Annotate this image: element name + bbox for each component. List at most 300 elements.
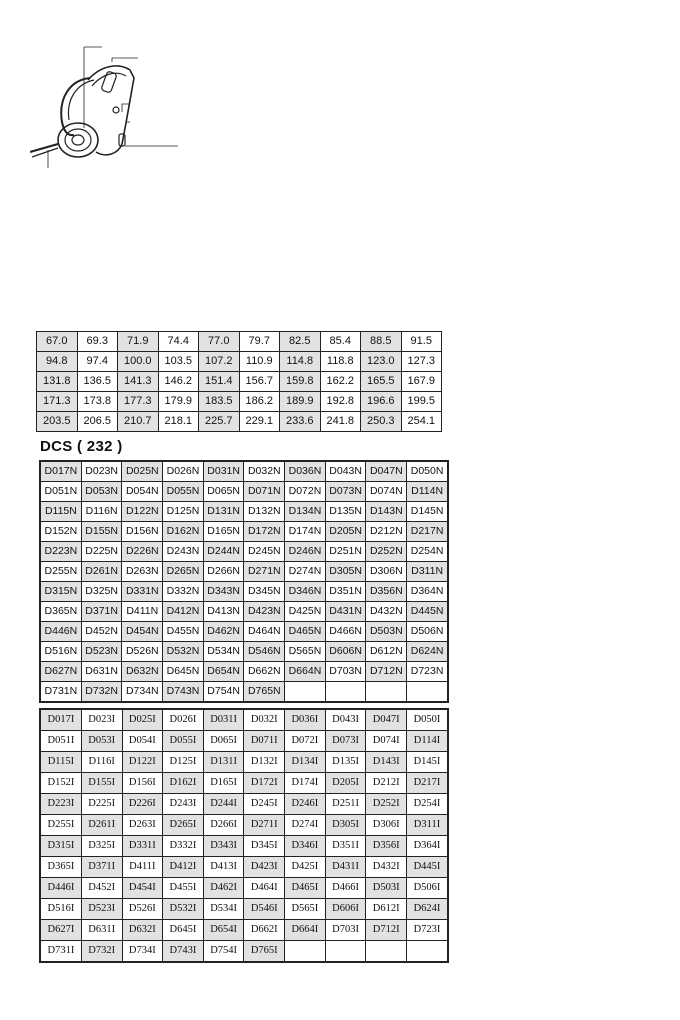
ctcss-cell: 162.2 (320, 372, 361, 392)
dcs-cell: D054I (122, 731, 163, 752)
headset-illustration (30, 40, 200, 175)
dcs-cell: D315N (40, 582, 81, 602)
dcs-cell: D455I (163, 878, 204, 899)
dcs-cell: D343N (203, 582, 244, 602)
dcs-cell: D244I (203, 794, 244, 815)
dcs-cell: D145N (407, 502, 448, 522)
dcs-cell: D631I (81, 920, 122, 941)
dcs-cell: D532I (163, 899, 204, 920)
dcs-cell: D546N (244, 642, 285, 662)
dcs-cell: D465I (285, 878, 326, 899)
dcs-cell: D074N (366, 482, 407, 502)
dcs-cell: D165I (203, 773, 244, 794)
dcs-cell: D455N (163, 622, 204, 642)
dcs-cell: D071I (244, 731, 285, 752)
dcs-cell: D116I (81, 752, 122, 773)
dcs-cell: D365I (40, 857, 81, 878)
ctcss-cell: 136.5 (77, 372, 118, 392)
dcs-cell: D152I (40, 773, 81, 794)
ctcss-cell: 192.8 (320, 392, 361, 412)
dcs-cell: D743I (163, 941, 204, 963)
dcs-cell: D526N (122, 642, 163, 662)
dcs-cell (325, 941, 366, 963)
ctcss-cell: 206.5 (77, 412, 118, 432)
ctcss-cell: 79.7 (239, 332, 280, 352)
dcs-cell: D122N (122, 502, 163, 522)
ctcss-table (36, 331, 442, 432)
dcs-cell: D225I (81, 794, 122, 815)
dcs-cell: D565N (285, 642, 326, 662)
dcs-cell: D445I (407, 857, 449, 878)
ctcss-cell: 88.5 (361, 332, 402, 352)
ctcss-cell: 171.3 (37, 392, 78, 412)
table-row (37, 352, 442, 372)
dcs-cell: D051N (40, 482, 81, 502)
dcs-cell: D612I (366, 899, 407, 920)
dcs-cell (407, 682, 448, 703)
table-row (40, 562, 448, 582)
ctcss-cell: 118.8 (320, 352, 361, 372)
dcs-cell: D632I (122, 920, 163, 941)
table-row (40, 815, 448, 836)
dcs-cell: D031N (203, 461, 244, 482)
table-row (40, 602, 448, 622)
dcs-cell: D036N (285, 461, 326, 482)
dcs-cell: D274I (285, 815, 326, 836)
dcs-cell: D017I (40, 709, 81, 731)
dcs-cell: D145I (407, 752, 449, 773)
ctcss-cell: 151.4 (199, 372, 240, 392)
ctcss-cell: 229.1 (239, 412, 280, 432)
dcs-cell: D223N (40, 542, 81, 562)
dcs-cell: D565I (285, 899, 326, 920)
dcs-cell: D051I (40, 731, 81, 752)
dcs-cell: D754N (203, 682, 244, 703)
table-row (40, 622, 448, 642)
ctcss-cell: 177.3 (118, 392, 159, 412)
table-row (37, 332, 442, 352)
dcs-cell: D261N (81, 562, 122, 582)
dcs-cell: D364I (407, 836, 449, 857)
dcs-cell: D754I (203, 941, 244, 963)
dcs-cell: D425N (285, 602, 326, 622)
dcs-cell: D734N (122, 682, 163, 703)
dcs-cell: D162N (163, 522, 204, 542)
dcs-cell: D223I (40, 794, 81, 815)
dcs-cell: D263I (122, 815, 163, 836)
dcs-cell: D432I (366, 857, 407, 878)
ctcss-cell: 233.6 (280, 412, 321, 432)
dcs-cell: D143I (366, 752, 407, 773)
dcs-cell: D245I (244, 794, 285, 815)
ctcss-cell: 183.5 (199, 392, 240, 412)
dcs-cell: D465N (285, 622, 326, 642)
ctcss-cell: 141.3 (118, 372, 159, 392)
ctcss-cell: 97.4 (77, 352, 118, 372)
dcs-cell: D462I (203, 878, 244, 899)
ctcss-cell: 123.0 (361, 352, 402, 372)
dcs-cell: D065I (203, 731, 244, 752)
ctcss-cell: 159.8 (280, 372, 321, 392)
ctcss-cell: 110.9 (239, 352, 280, 372)
dcs-cell: D723I (407, 920, 449, 941)
table-row (40, 662, 448, 682)
ctcss-cell: 179.9 (158, 392, 199, 412)
dcs-cell: D043I (325, 709, 366, 731)
dcs-cell: D432N (366, 602, 407, 622)
dcs-cell: D251I (325, 794, 366, 815)
dcs-cell: D217I (407, 773, 449, 794)
dcs-cell: D454N (122, 622, 163, 642)
dcs-cell: D612N (366, 642, 407, 662)
dcs-cell: D114N (407, 482, 448, 502)
dcs-cell: D305I (325, 815, 366, 836)
dcs-cell: D506N (407, 622, 448, 642)
dcs-cell: D331I (122, 836, 163, 857)
dcs-cell: D526I (122, 899, 163, 920)
dcs-cell: D050I (407, 709, 449, 731)
ctcss-cell: 241.8 (320, 412, 361, 432)
table-row (40, 482, 448, 502)
dcs-normal-table (39, 460, 449, 703)
dcs-cell: D305N (325, 562, 366, 582)
dcs-cell: D654N (203, 662, 244, 682)
dcs-cell: D411I (122, 857, 163, 878)
dcs-cell: D135N (325, 502, 366, 522)
ctcss-cell: 203.5 (37, 412, 78, 432)
dcs-cell: D047I (366, 709, 407, 731)
dcs-cell: D351N (325, 582, 366, 602)
table-row (40, 794, 448, 815)
ctcss-cell: 196.6 (361, 392, 402, 412)
ctcss-cell: 173.8 (77, 392, 118, 412)
dcs-cell: D244N (203, 542, 244, 562)
dcs-cell: D143N (366, 502, 407, 522)
ctcss-cell: 69.3 (77, 332, 118, 352)
ctcss-cell: 156.7 (239, 372, 280, 392)
dcs-cell: D412I (163, 857, 204, 878)
table-row (40, 752, 448, 773)
dcs-cell: D365N (40, 602, 81, 622)
dcs-cell: D627N (40, 662, 81, 682)
dcs-cell (285, 941, 326, 963)
table-row (40, 522, 448, 542)
dcs-cell: D371N (81, 602, 122, 622)
dcs-cell: D251N (325, 542, 366, 562)
ctcss-cell: 114.8 (280, 352, 321, 372)
table-row (40, 836, 448, 857)
dcs-cell: D662I (244, 920, 285, 941)
table-row (40, 582, 448, 602)
dcs-cell: D172N (244, 522, 285, 542)
dcs-cell: D174I (285, 773, 326, 794)
dcs-cell: D343I (203, 836, 244, 857)
dcs-cell: D026I (163, 709, 204, 731)
ctcss-cell: 91.5 (401, 332, 442, 352)
dcs-cell: D631N (81, 662, 122, 682)
dcs-cell: D532N (163, 642, 204, 662)
dcs-cell: D624N (407, 642, 448, 662)
dcs-cell: D026N (163, 461, 204, 482)
dcs-cell: D031I (203, 709, 244, 731)
dcs-cell: D712N (366, 662, 407, 682)
dcs-cell: D411N (122, 602, 163, 622)
table-row (40, 502, 448, 522)
dcs-cell (366, 941, 407, 963)
dcs-cell: D156N (122, 522, 163, 542)
dcs-cell: D413I (203, 857, 244, 878)
table-row (40, 857, 448, 878)
dcs-cell: D243N (163, 542, 204, 562)
table-row (40, 731, 448, 752)
dcs-cell: D054N (122, 482, 163, 502)
dcs-cell: D345I (244, 836, 285, 857)
dcs-cell: D743N (163, 682, 204, 703)
dcs-cell: D503I (366, 878, 407, 899)
dcs-cell: D645N (163, 662, 204, 682)
ctcss-cell: 250.3 (361, 412, 402, 432)
dcs-cell: D254I (407, 794, 449, 815)
ctcss-cell: 186.2 (239, 392, 280, 412)
dcs-cell: D534I (203, 899, 244, 920)
dcs-cell: D364N (407, 582, 448, 602)
dcs-cell: D624I (407, 899, 449, 920)
dcs-cell: D271N (244, 562, 285, 582)
dcs-cell: D413N (203, 602, 244, 622)
dcs-cell: D032I (244, 709, 285, 731)
dcs-cell: D466N (325, 622, 366, 642)
table-row (40, 461, 448, 482)
table-row (40, 920, 448, 941)
dcs-cell: D032N (244, 461, 285, 482)
dcs-cell: D446I (40, 878, 81, 899)
dcs-cell (407, 941, 449, 963)
dcs-cell: D155N (81, 522, 122, 542)
dcs-cell: D065N (203, 482, 244, 502)
dcs-cell: D243I (163, 794, 204, 815)
dcs-cell (366, 682, 407, 703)
dcs-cell: D131N (203, 502, 244, 522)
dcs-cell: D356N (366, 582, 407, 602)
dcs-cell: D212N (366, 522, 407, 542)
dcs-cell: D351I (325, 836, 366, 857)
table-row (37, 392, 442, 412)
dcs-cell: D274N (285, 562, 326, 582)
dcs-cell: D023I (81, 709, 122, 731)
ctcss-cell: 210.7 (118, 412, 159, 432)
dcs-cell: D311I (407, 815, 449, 836)
dcs-cell: D703I (325, 920, 366, 941)
dcs-cell: D205N (325, 522, 366, 542)
ctcss-cell: 100.0 (118, 352, 159, 372)
dcs-cell: D212I (366, 773, 407, 794)
dcs-cell: D266I (203, 815, 244, 836)
dcs-cell: D265I (163, 815, 204, 836)
dcs-cell: D765N (244, 682, 285, 703)
dcs-cell: D332N (163, 582, 204, 602)
dcs-cell: D645I (163, 920, 204, 941)
dcs-cell: D043N (325, 461, 366, 482)
ctcss-cell: 146.2 (158, 372, 199, 392)
dcs-cell: D132N (244, 502, 285, 522)
dcs-cell: D217N (407, 522, 448, 542)
dcs-cell: D445N (407, 602, 448, 622)
table-row (40, 542, 448, 562)
dcs-cell: D606N (325, 642, 366, 662)
dcs-cell: D627I (40, 920, 81, 941)
ctcss-cell: 107.2 (199, 352, 240, 372)
dcs-cell: D732N (81, 682, 122, 703)
dcs-cell: D134I (285, 752, 326, 773)
dcs-cell: D346N (285, 582, 326, 602)
dcs-cell: D732I (81, 941, 122, 963)
dcs-cell: D074I (366, 731, 407, 752)
dcs-cell: D225N (81, 542, 122, 562)
dcs-cell: D261I (81, 815, 122, 836)
dcs-cell: D116N (81, 502, 122, 522)
dcs-cell: D412N (163, 602, 204, 622)
dcs-cell: D331N (122, 582, 163, 602)
dcs-cell: D332I (163, 836, 204, 857)
dcs-cell: D162I (163, 773, 204, 794)
dcs-cell: D325I (81, 836, 122, 857)
dcs-cell: D371I (81, 857, 122, 878)
table-row (40, 941, 448, 963)
dcs-cell: D462N (203, 622, 244, 642)
dcs-cell: D132I (244, 752, 285, 773)
dcs-cell: D115N (40, 502, 81, 522)
dcs-cell: D115I (40, 752, 81, 773)
ctcss-cell: 67.0 (37, 332, 78, 352)
dcs-cell: D246I (285, 794, 326, 815)
dcs-cell: D731N (40, 682, 81, 703)
ctcss-cell: 225.7 (199, 412, 240, 432)
ctcss-cell: 94.8 (37, 352, 78, 372)
dcs-cell: D345N (244, 582, 285, 602)
dcs-cell: D205I (325, 773, 366, 794)
ctcss-cell: 131.8 (37, 372, 78, 392)
dcs-cell: D431I (325, 857, 366, 878)
dcs-cell: D306N (366, 562, 407, 582)
dcs-cell: D271I (244, 815, 285, 836)
ctcss-cell: 127.3 (401, 352, 442, 372)
dcs-cell: D664I (285, 920, 326, 941)
dcs-cell: D315I (40, 836, 81, 857)
dcs-cell: D464N (244, 622, 285, 642)
table-row (37, 372, 442, 392)
dcs-cell: D252N (366, 542, 407, 562)
dcs-cell: D245N (244, 542, 285, 562)
ctcss-cell: 71.9 (118, 332, 159, 352)
ctcss-cell: 82.5 (280, 332, 321, 352)
dcs-cell: D431N (325, 602, 366, 622)
dcs-cell: D125N (163, 502, 204, 522)
dcs-cell: D252I (366, 794, 407, 815)
dcs-cell: D731I (40, 941, 81, 963)
dcs-cell: D122I (122, 752, 163, 773)
dcs-cell: D703N (325, 662, 366, 682)
dcs-cell: D047N (366, 461, 407, 482)
table-row (40, 642, 448, 662)
dcs-cell: D165N (203, 522, 244, 542)
dcs-cell: D632N (122, 662, 163, 682)
table-row (40, 773, 448, 794)
dcs-cell: D306I (366, 815, 407, 836)
dcs-cell: D053I (81, 731, 122, 752)
dcs-cell: D072N (285, 482, 326, 502)
ctcss-cell: 77.0 (199, 332, 240, 352)
dcs-cell: D446N (40, 622, 81, 642)
dcs-cell: D073N (325, 482, 366, 502)
dcs-cell: D053N (81, 482, 122, 502)
dcs-cell: D765I (244, 941, 285, 963)
dcs-cell: D546I (244, 899, 285, 920)
dcs-cell: D131I (203, 752, 244, 773)
dcs-cell: D454I (122, 878, 163, 899)
dcs-cell: D356I (366, 836, 407, 857)
dcs-cell: D135I (325, 752, 366, 773)
dcs-cell: D712I (366, 920, 407, 941)
dcs-cell: D073I (325, 731, 366, 752)
table-row (40, 878, 448, 899)
dcs-inverted-table (39, 708, 449, 963)
dcs-cell: D172I (244, 773, 285, 794)
dcs-cell: D664N (285, 662, 326, 682)
dcs-cell: D452N (81, 622, 122, 642)
dcs-cell: D346I (285, 836, 326, 857)
dcs-cell: D017N (40, 461, 81, 482)
dcs-cell: D134N (285, 502, 326, 522)
ctcss-cell: 167.9 (401, 372, 442, 392)
dcs-cell: D023N (81, 461, 122, 482)
dcs-cell: D423I (244, 857, 285, 878)
dcs-cell: D534N (203, 642, 244, 662)
ctcss-cell: 199.5 (401, 392, 442, 412)
dcs-cell: D254N (407, 542, 448, 562)
ctcss-cell: 165.5 (361, 372, 402, 392)
dcs-cell: D174N (285, 522, 326, 542)
ctcss-cell: 254.1 (401, 412, 442, 432)
dcs-cell: D452I (81, 878, 122, 899)
dcs-cell: D255N (40, 562, 81, 582)
ctcss-cell: 103.5 (158, 352, 199, 372)
dcs-cell: D125I (163, 752, 204, 773)
dcs-cell: D466I (325, 878, 366, 899)
dcs-cell: D423N (244, 602, 285, 622)
dcs-title: DCS ( 232 ) (40, 438, 123, 455)
dcs-cell: D155I (81, 773, 122, 794)
dcs-cell: D523N (81, 642, 122, 662)
dcs-cell: D055I (163, 731, 204, 752)
dcs-cell: D654I (203, 920, 244, 941)
dcs-cell: D152N (40, 522, 81, 542)
dcs-cell: D055N (163, 482, 204, 502)
dcs-cell: D325N (81, 582, 122, 602)
dcs-cell: D516N (40, 642, 81, 662)
dcs-cell: D734I (122, 941, 163, 963)
table-row (40, 709, 448, 731)
dcs-cell: D425I (285, 857, 326, 878)
dcs-cell: D071N (244, 482, 285, 502)
dcs-cell: D226I (122, 794, 163, 815)
dcs-cell: D723N (407, 662, 448, 682)
dcs-cell: D464I (244, 878, 285, 899)
dcs-cell: D266N (203, 562, 244, 582)
dcs-cell: D025N (122, 461, 163, 482)
dcs-cell: D050N (407, 461, 448, 482)
dcs-cell: D503N (366, 622, 407, 642)
dcs-cell: D114I (407, 731, 449, 752)
